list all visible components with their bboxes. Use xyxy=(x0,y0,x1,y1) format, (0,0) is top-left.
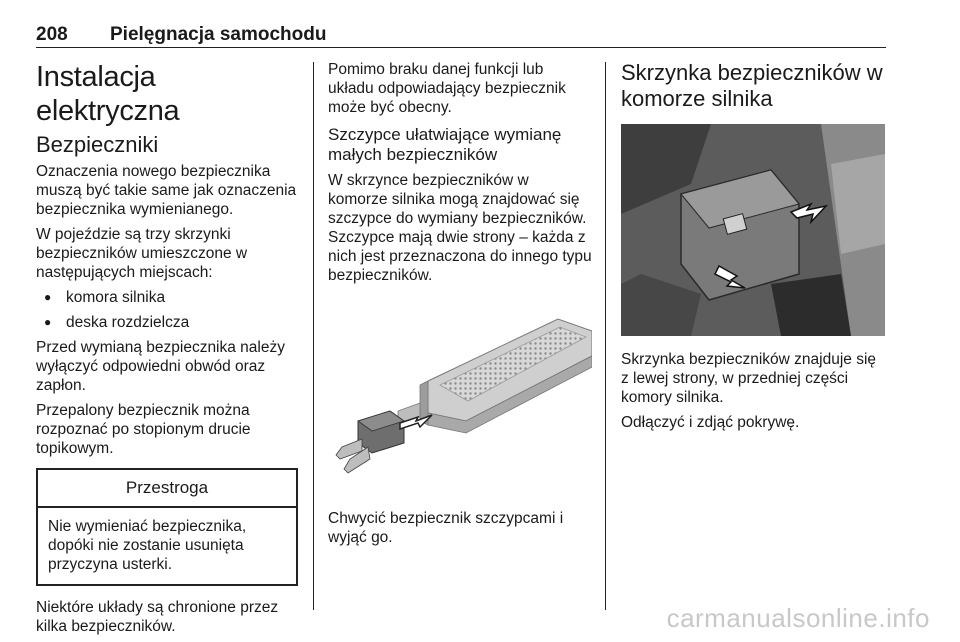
paragraph: Przed wymianą bezpiecznika należy wyłączyć odpowiedni obwód oraz zapłon. xyxy=(36,339,285,394)
engine-fusebox-photo xyxy=(621,124,885,336)
list-item: ● deska rozdzielcza xyxy=(36,313,298,332)
warning-title: Przestroga xyxy=(38,470,296,508)
location-list xyxy=(36,288,298,332)
chapter-title: Pielęgnacja samochodu xyxy=(110,24,327,45)
fuse-puller-drawing xyxy=(328,311,592,501)
figure-caption: Chwycić bezpiecznik szczypcami i wyjąć go. xyxy=(328,510,564,546)
column-1 xyxy=(36,60,298,642)
paragraph: W pojeździe są trzy skrzynki bezpieczników umieszczone w następujących miejscach: xyxy=(36,226,248,281)
warning-box xyxy=(36,468,298,586)
page-header xyxy=(36,18,886,48)
paragraph: W skrzynce bezpieczników w komorze silnika mogą znajdować się szczypce do wymiany bezpieczników. Szczypce mają dwie strony – każda z nich jest przeznaczona do innego typu bezpieczników. xyxy=(328,172,592,284)
section-title: Instalacja elektryczna xyxy=(36,61,180,127)
watermark-text: carmanualsonline.info xyxy=(666,603,930,633)
paragraph: Skrzynka bezpieczników znajduje się z lewej strony, w przedniej części komory silnika. xyxy=(621,351,877,406)
engine-compartment-drawing xyxy=(621,124,885,336)
paragraph: Niektóre układy są chronione przez kilka bezpieczników. xyxy=(36,599,279,635)
paragraph: Odłączyć i zdjąć pokrywę. xyxy=(621,414,800,431)
paragraph: Pomimo braku danej funkcji lub układu odpowiadający bezpiecznik może być obecny. xyxy=(328,61,566,116)
page-number: 208 xyxy=(36,24,68,45)
subsection-heading: Szczypce ułatwiające wymianę małych bezpieczników xyxy=(328,125,562,164)
column-2 xyxy=(328,60,592,553)
list-item: ● komora silnika xyxy=(36,288,298,307)
subsection-title: Bezpieczniki xyxy=(36,132,159,157)
paragraph: Przepalony bezpiecznik można rozpoznać po stopionym drucie topikowym. xyxy=(36,402,251,457)
paragraph: Oznaczenia nowego bezpiecznika muszą być takie same jak oznaczenia bezpiecznika wymienianego. xyxy=(36,163,297,218)
fuse-puller-illustration xyxy=(328,311,592,501)
section-heading: Skrzynka bezpieczników w komorze silnika xyxy=(621,60,883,111)
header-rule xyxy=(36,47,886,48)
column-3 xyxy=(621,60,887,438)
column-divider-2 xyxy=(605,62,606,610)
column-divider-1 xyxy=(313,62,314,610)
warning-text: Nie wymieniać bezpiecznika, dopóki nie zostanie usunięta przyczyna usterki. xyxy=(48,518,247,573)
